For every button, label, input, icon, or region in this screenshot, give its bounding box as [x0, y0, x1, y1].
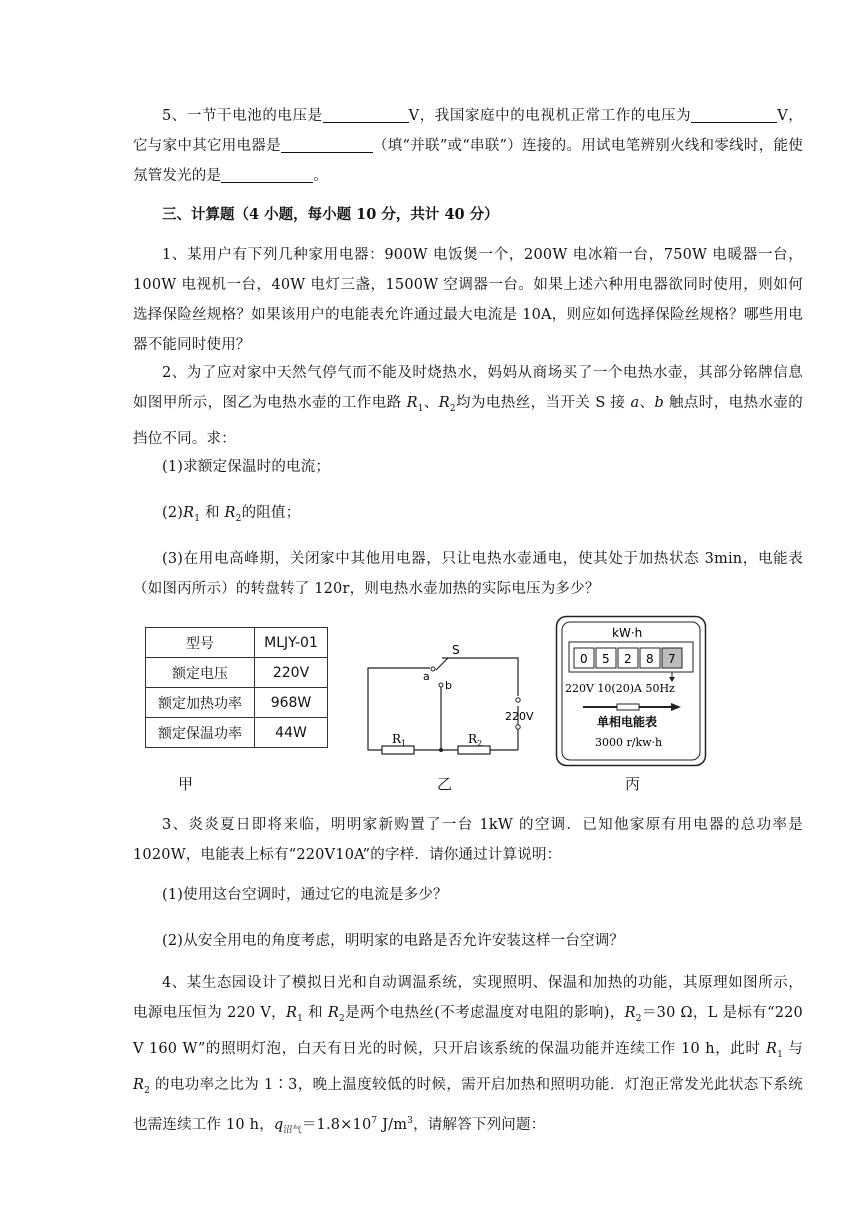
- contact-a-label: a: [423, 670, 430, 683]
- calc-question-2-part-2: $(2)R_1$ 和 $R_2$的阻值；: [162, 505, 301, 524]
- table-row: 额定加热功率 968W: [146, 688, 328, 718]
- calc-question-3-part-1: (1)使用这台空调时，通过它的电流是多少？: [162, 887, 448, 903]
- r2-label: $R_2$: [468, 732, 483, 748]
- meter-digits: [574, 648, 682, 668]
- energy-meter: [555, 615, 707, 767]
- meter-digit: 2: [624, 652, 632, 666]
- r1-label: $R_1$: [392, 732, 407, 748]
- meter-name: 单相电能表: [597, 715, 658, 729]
- source-voltage-label: 220V: [505, 710, 534, 723]
- figure-caption-jia: 甲: [178, 775, 194, 793]
- meter-rating: 220V 10(20)A 50Hz: [565, 682, 675, 695]
- table-row: 型号 MLJY-01: [146, 628, 328, 658]
- calc-question-1: 1、某用户有下列几种家用电器：900W 电饭煲一个，200W 电冰箱一台，750W 电暖器一台，100W 电视机一台，40W 电灯三盏，1500W 空调器一台。如果上述六种用电器欲同时使用，则如何选择保险丝规格？如果该用户的电能表允许通过最大电流是 10A，则应如何选择保险丝规格？哪些用电器不能同时使用？: [133, 247, 803, 353]
- circuit-diagram: [360, 640, 540, 765]
- calc-question-3: 3、炎炎夏日即将来临，明明家新购置了一台 1kW 的空调．已知他家原有用电器的总功率是 1020W，电能表上标有“220V10A”的字样．请你通过计算说明：: [133, 817, 803, 863]
- table-row: 额定保温功率 44W: [146, 718, 328, 748]
- figure-caption-yi: 乙: [437, 775, 453, 793]
- calc-question-2-part-1: (1)求额定保温时的电流；: [162, 459, 331, 475]
- answer-blank[interactable]: [221, 166, 313, 183]
- nameplate-table: [145, 627, 328, 748]
- section-title: 三、计算题（4 小题，每小题 10 分，共计 40 分）: [162, 206, 499, 223]
- calc-question-2: 2、为了应对家中天然气停气而不能及时烧热水，妈妈从商场买了一个电热水壶，其部分铭牌信息如图甲所示，图乙为电热水壶的工作电路 $R_1$、$R_2$均为电热丝，当开关 S 接 a、b 触点时，电热水壶的挡位不同。求：: [133, 365, 804, 447]
- meter-digit: 0: [580, 652, 588, 666]
- answer-blank[interactable]: [323, 106, 409, 123]
- meter-digit: 7: [668, 652, 676, 666]
- meter-unit: kW·h: [612, 626, 643, 640]
- contact-b-label: b: [445, 679, 452, 692]
- calc-question-3-part-2: (2)从安全用电的角度考虑，明明家的电路是否允许安装这样一台空调？: [162, 933, 625, 949]
- answer-blank[interactable]: [281, 136, 373, 153]
- meter-constant: 3000 r/kw·h: [595, 736, 663, 749]
- fill-in-question-5: 5、一节干电池的电压是 V，我国家庭中的电视机正常工作的电压为 V，它与家中其它用电器是 （填“并联”或“串联”）连接的。用试电笔辨别火线和零线时，能使氖管发光的是 。: [133, 108, 803, 184]
- table-row: 额定电压 220V: [146, 658, 328, 688]
- meter-digit: 8: [646, 652, 654, 666]
- answer-blank[interactable]: [691, 106, 777, 123]
- nameplate-table-figure: [145, 627, 328, 748]
- calc-question-2-part-3: (3)在用电高峰期，关闭家中其他用电器，只让电热水壶通电，使其处于加热状态 3min，电能表（如图丙所示）的转盘转了 120r，则电热水壶加热的实际电压为多少？: [133, 551, 803, 597]
- figure-caption-bing: 丙: [625, 775, 641, 793]
- meter-digit: 5: [602, 652, 610, 666]
- switch-label: S: [452, 643, 460, 657]
- calc-question-4: 4、某生态园设计了模拟日光和自动调温系统，实现照明、保温和加热的功能，其原理如图所示，电源电压恒为 220 V，$R_1$ 和 $R_2$是两个电热丝(不考虑温度对电阻的影响)，$R_2=30$ Ω，L 是标有“220 V 160 W”的照明灯泡，白天有日光的时候，只开启该系统的保温功能并连续工作 10 h，此时 $R_1$ 与 $R_2$ 的电功率之比为 1∶3，晚上温度较低的时候，需开启加热和照明功能．灯泡正常发光此状态下系统也需连续工作 10 h，$q_{沼气}=1.8\times 10^7$ $J/m^3$，请解答下列问题：: [133, 975, 803, 1136]
